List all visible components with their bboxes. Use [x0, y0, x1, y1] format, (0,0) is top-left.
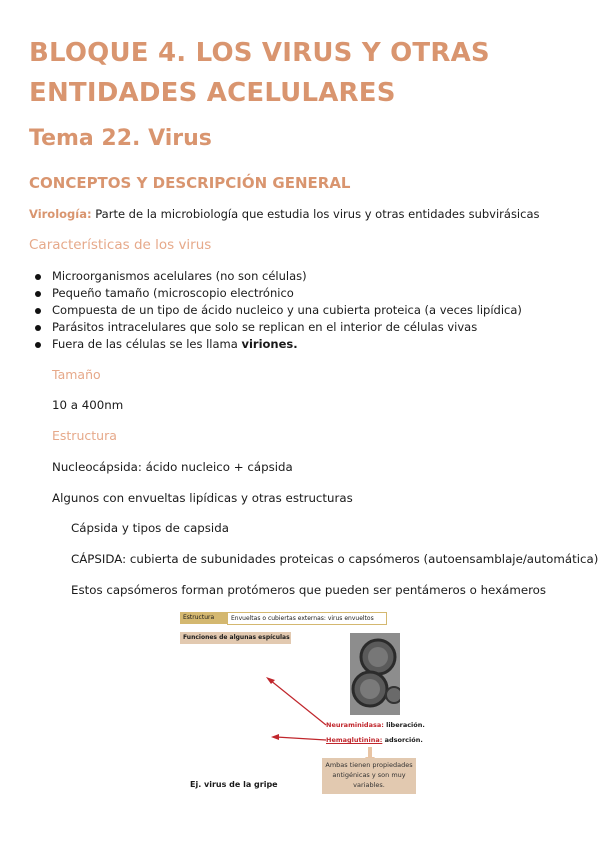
characteristics-list — [32, 268, 522, 353]
definition-text: Parte de la microbiología que estudia los virus y otras entidades subvirásicas — [91, 207, 540, 221]
list-item: Microorganismos acelulares (no son células) — [32, 268, 522, 285]
figure-structure-label: Estructura — [180, 612, 227, 624]
characteristics-title: Características de los virus — [29, 237, 212, 253]
topic-title: Tema 22. Virus — [29, 126, 212, 151]
bullet-icon — [35, 291, 41, 297]
bullet-icon — [35, 308, 41, 314]
neuraminidase-label: Neuraminidasa: liberación. — [326, 721, 425, 729]
antigenic-note: Ambas tienen propiedades antigénicas y son muy variables. — [322, 758, 416, 794]
figure-envelopes-label: Envueltas o cubiertas externas: virus envueltos — [227, 612, 387, 625]
virology-definition — [29, 207, 540, 221]
list-item: Parásitos intracelulares que solo se replican en el interior de células vivas — [32, 319, 522, 336]
size-title: Tamaño — [52, 367, 101, 382]
size-value: 10 a 400nm — [52, 398, 124, 412]
influenza-figure — [178, 610, 428, 800]
structure-title: Estructura — [52, 428, 117, 443]
list-item: Compuesta de un tipo de ácido nucleico y una cubierta proteica (a veces lipídica) — [32, 302, 522, 319]
section-title: CONCEPTOS Y DESCRIPCIÓN GENERAL — [29, 174, 351, 192]
list-item: Fuera de las células se les llama viriones. — [32, 336, 522, 353]
capsid-types-text: Cápsida y tipos de capsida — [71, 521, 229, 535]
capsid-definition: CÁPSIDA: cubierta de subunidades proteicas o capsómeros (autoensamblaje/automática) — [71, 552, 599, 566]
figure-caption: Ej. virus de la gripe — [190, 780, 278, 789]
envelopes-text: Algunos con envueltas lipídicas y otras estructuras — [52, 491, 353, 505]
figure-functions-label: Funciones de algunas espículas — [180, 632, 291, 644]
nucleocapsid-text: Nucleocápsida: ácido nucleico + cápsida — [52, 460, 293, 474]
list-item: Pequeño tamaño (microscopio electrónico — [32, 285, 522, 302]
bullet-icon — [35, 342, 41, 348]
block-title: BLOQUE 4. LOS VIRUS Y OTRAS ENTIDADES ACELULARES — [29, 38, 490, 108]
capsomeres-text: Estos capsómeros forman protómeros que pueden ser pentámeros o hexámeros — [71, 583, 547, 597]
bullet-icon — [35, 325, 41, 331]
bullet-icon — [35, 274, 41, 280]
definition-term: Virología: — [29, 207, 92, 221]
hemagglutinin-label: Hemaglutinina: adsorción. — [326, 736, 423, 744]
